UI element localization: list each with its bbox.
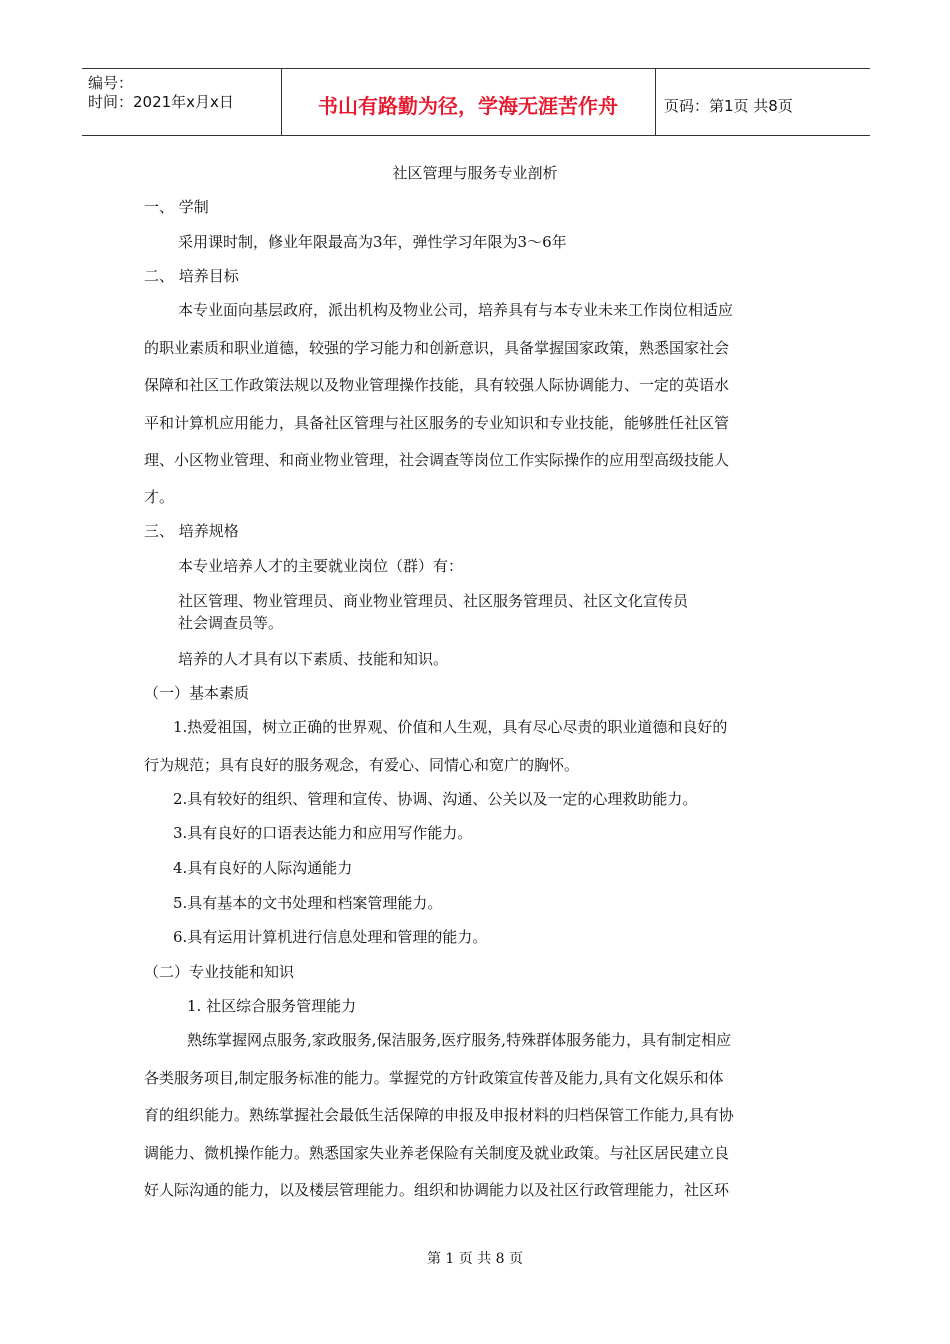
- list-item: 5.具有基本的文书处理和档案管理能力。: [173, 894, 443, 912]
- paragraph-line: 各类服务项目,制定服务标准的能力。掌握党的方针政策宣传普及能力,具有文化娱乐和体: [144, 1069, 724, 1087]
- paragraph-line: 育的组织能力。熟练掌握社会最低生活保障的申报及申报材料的归档保管工作能力,具有协: [144, 1106, 734, 1124]
- list-item: 2.具有较好的组织、管理和宣传、协调、沟通、公关以及一定的心理救助能力。: [173, 790, 698, 808]
- header-bottom-border: [82, 135, 870, 136]
- list-item: 1. 社区综合服务管理能力: [187, 997, 357, 1015]
- header-number-label: 编号：: [88, 74, 134, 92]
- paragraph-line: 本专业面向基层政府，派出机构及物业公司，培养具有与本专业未来工作岗位相适应: [178, 301, 734, 319]
- list-item: 6.具有运用计算机进行信息处理和管理的能力。: [173, 928, 488, 946]
- header-motto: 书山有路勤为径，学海无涯苦作舟: [318, 94, 618, 118]
- paragraph-line: 平和计算机应用能力，具备社区管理与社区服务的专业知识和专业技能，能够胜任社区管: [144, 414, 730, 432]
- page-footer: 第 1 页 共 8 页: [426, 1251, 524, 1267]
- header-date-label: 时间：2021年x月x日: [88, 93, 234, 111]
- subsection-heading: （一）基本素质: [144, 684, 250, 702]
- document-title: 社区管理与服务专业剖析: [392, 164, 558, 182]
- paragraph-line: 理、小区物业管理、和商业物业管理，社会调查等岗位工作实际操作的应用型高级技能人: [144, 451, 730, 469]
- paragraph-line: 培养的人才具有以下素质、技能和知识。: [178, 650, 449, 668]
- section-heading: 二、 培养目标: [144, 267, 239, 285]
- paragraph-line: 调能力、微机操作能力。熟悉国家失业养老保险有关制度及就业政策。与社区居民建立良: [144, 1144, 730, 1162]
- header-divider-right: [655, 69, 656, 135]
- header-top-border: [82, 68, 870, 69]
- section-heading: 一、 学制: [144, 198, 209, 216]
- paragraph-line: 社区管理、物业管理员、商业物业管理员、社区服务管理员、社区文化宣传员: [178, 592, 689, 610]
- list-item: 3.具有良好的口语表达能力和应用写作能力。: [173, 824, 473, 842]
- paragraph-line: 才。: [144, 488, 175, 506]
- paragraph-line: 本专业培养人才的主要就业岗位（群）有：: [178, 557, 464, 575]
- paragraph-line: 的职业素质和职业道德，较强的学习能力和创新意识，具备掌握国家政策，熟悉国家社会: [144, 339, 730, 357]
- subsection-heading: （二）专业技能和知识: [144, 963, 295, 981]
- section-heading: 三、 培养规格: [144, 522, 239, 540]
- paragraph-line: 保障和社区工作政策法规以及物业管理操作技能，具有较强人际协调能力、一定的英语水: [144, 376, 730, 394]
- header-page-info: 页码：第1页 共8页: [664, 97, 793, 115]
- list-item: 4.具有良好的人际沟通能力: [173, 859, 353, 877]
- paragraph-line: 熟练掌握网点服务,家政服务,保洁服务,医疗服务,特殊群体服务能力，具有制定相应: [187, 1031, 732, 1049]
- list-item-continuation: 行为规范；具有良好的服务观念，有爱心、同情心和宽广的胸怀。: [144, 756, 580, 774]
- paragraph-line: 采用课时制，修业年限最高为3年，弹性学习年限为3～6年: [178, 233, 567, 251]
- list-item: 1.热爱祖国，树立正确的世界观、价值和人生观，具有尽心尽责的职业道德和良好的: [173, 718, 728, 736]
- paragraph-line: 好人际沟通的能力，以及楼层管理能力。组织和协调能力以及社区行政管理能力，社区环: [144, 1181, 730, 1199]
- paragraph-line: 社会调查员等。: [178, 614, 284, 632]
